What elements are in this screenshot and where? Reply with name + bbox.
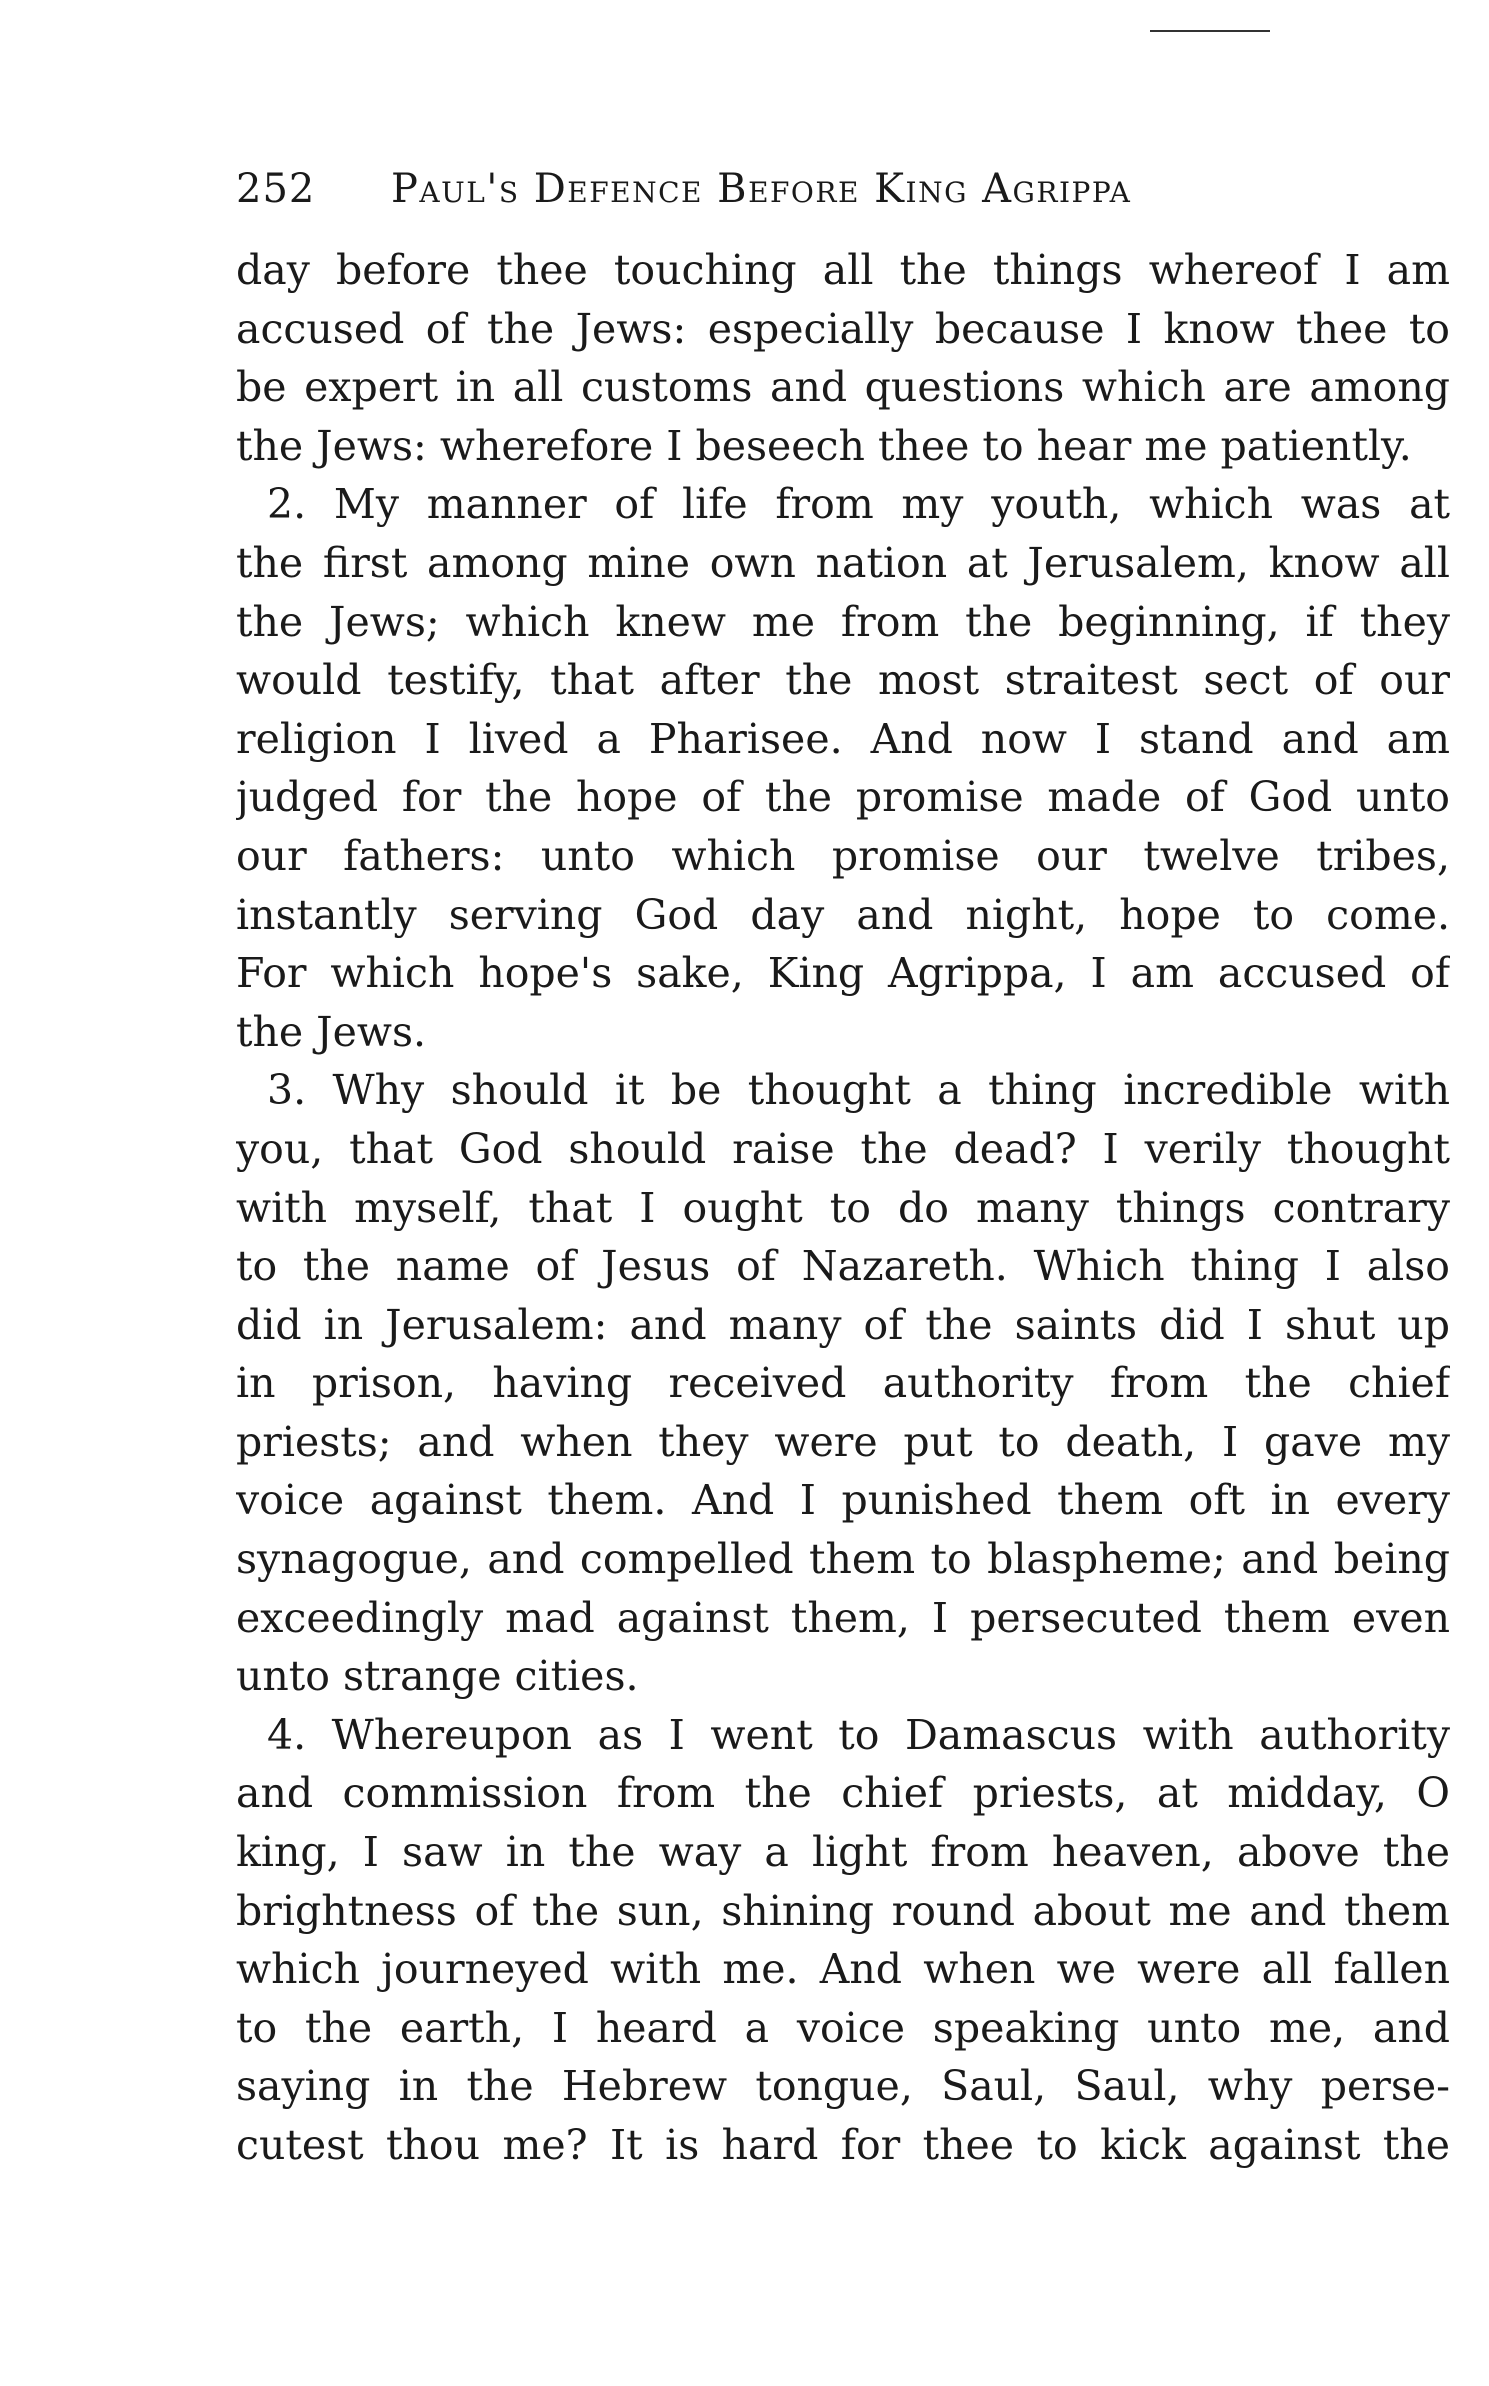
text-line: instantly serving God day and night, hope to come. <box>236 890 1450 939</box>
text-line: day before thee touching all the things whereof I am <box>236 246 1450 294</box>
text-line: in prison, having received authority from the chief <box>236 1359 1450 1408</box>
running-head <box>236 154 1336 224</box>
text-line: priests; and when they were put to death, I gave my <box>236 1417 1450 1466</box>
text-line: cutest thou me? It is hard for thee to kick against the <box>236 2121 1450 2169</box>
text-line: For which hope's sake, King Agrippa, I am accused of <box>236 949 1450 998</box>
running-title: Paul's Defence Before King Agrippa <box>391 166 1132 212</box>
text-line: voice against them. And I punished them oft in every <box>236 1476 1450 1525</box>
text-line: our fathers: unto which promise our twelve tribes, <box>236 831 1450 880</box>
text-line: which journeyed with me. And when we were all fallen <box>236 1945 1450 1994</box>
text-line: 4. Whereupon as I went to Damascus with authority <box>267 1710 1450 1759</box>
text-line: 2. My manner of life from my youth, which was at <box>267 480 1450 529</box>
text-line: saying in the Hebrew tongue, Saul, Saul, why perse- <box>236 2062 1450 2111</box>
text-line: 3. Why should it be thought a thing incredible with <box>267 1066 1450 1115</box>
text-line: king, I saw in the way a light from heaven, above the <box>236 1828 1450 1877</box>
text-line: synagogue, and compelled them to blaspheme; and being <box>236 1535 1450 1584</box>
text-line: the first among mine own nation at Jerusalem, know all <box>236 538 1450 587</box>
text-line: unto strange cities. <box>236 1652 639 1701</box>
text-line: the Jews; which knew me from the beginning, if they <box>236 597 1450 646</box>
text-line: you, that God should raise the dead? I verily thought <box>236 1124 1450 1173</box>
text-line: and commission from the chief priests, at midday, O <box>236 1769 1450 1818</box>
text-line: to the earth, I heard a voice speaking unto me, and <box>236 2003 1450 2052</box>
page-number: 252 <box>236 166 316 212</box>
text-line: did in Jerusalem: and many of the saints did I shut up <box>236 1300 1450 1349</box>
text-line: brightness of the sun, shining round about me and them <box>236 1886 1450 1935</box>
text-line: with myself, that I ought to do many things contrary <box>236 1183 1450 1232</box>
text-line: judged for the hope of the promise made of God unto <box>236 773 1450 822</box>
text-line: the Jews. <box>236 1007 427 1056</box>
text-line: to the name of Jesus of Nazareth. Which thing I also <box>236 1242 1450 1291</box>
text-line: religion I lived a Pharisee. And now I stand and am <box>236 714 1450 763</box>
text-line: accused of the Jews: especially because I know thee to <box>236 304 1450 353</box>
top-rule <box>1150 30 1270 32</box>
text-body <box>236 241 1450 2175</box>
text-line: would testify, that after the most straitest sect of our <box>236 656 1450 705</box>
text-line: be expert in all customs and questions which are among <box>236 363 1450 412</box>
text-line: the Jews: wherefore I beseech thee to hear me patiently. <box>236 421 1412 470</box>
text-line: exceedingly mad against them, I persecuted them even <box>236 1593 1450 1642</box>
